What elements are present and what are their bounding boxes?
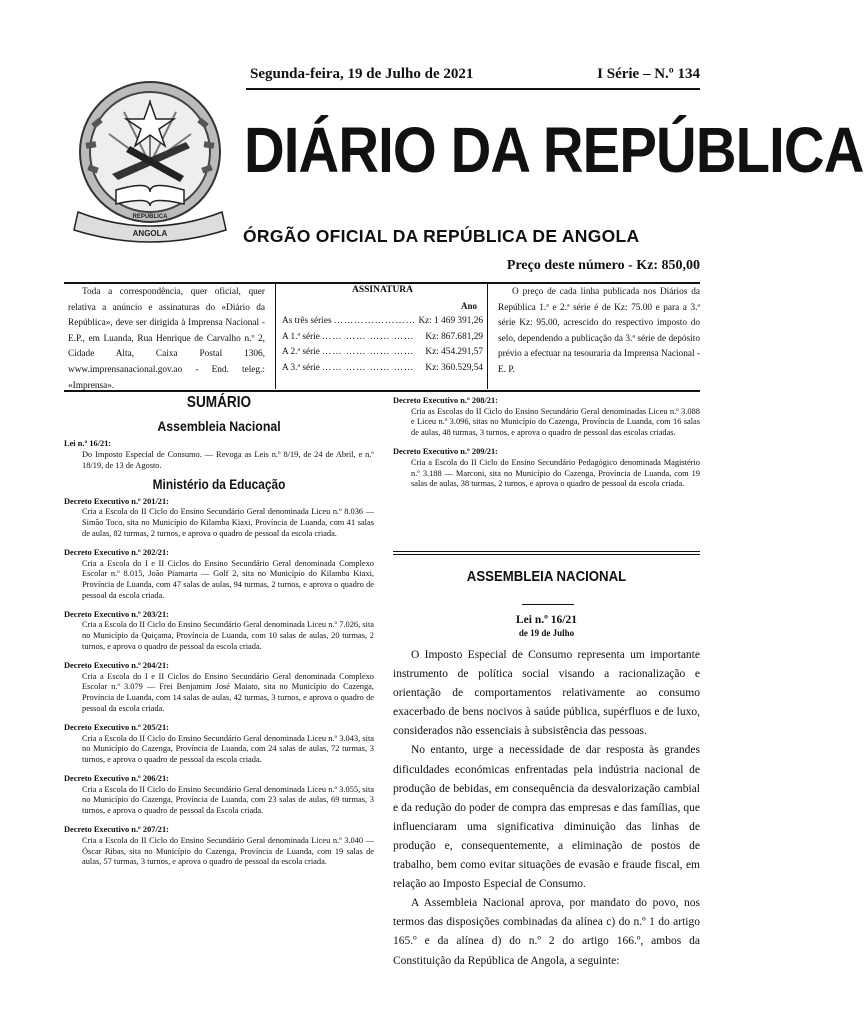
summary-entry	[64, 497, 374, 540]
body-paragraph: No entanto, urge a necessidade de dar resposta às grandes dificuldades económicas enfrentadas pela indústria nacional de produção de bebidas, em consequência da desvalorização cambial e da redução do poder de compra das empresas e das famílias, que influenciaram uma significativa diminuição das linhas de produção e, consequentemente, a eliminação de postos de trabalho, bem como evitar situações de evasão e fraude fiscal, em relação ao Imposto Especial de Consumo.	[393, 744, 700, 891]
infobox-bottom-rule	[64, 390, 700, 392]
issue-price: Preço deste número - Kz: 850,00	[506, 258, 700, 273]
row-leader: …… …… …… ……	[321, 347, 415, 358]
entry-desc: Cria a Escola do I e II Ciclos do Ensino Secundário Geral denominada Complexo Escolar n.º 8.015, João Piamarta — Golf 2, sita no Município do Kilamba Kiaxi, Província de Luanda, com 47 salas de aulas, 94 turmas, 2 turnos, e aprova o quadro de pessoal da escola criada.	[82, 558, 374, 600]
masthead-title: DIÁRIO DA REPÚBLICA	[244, 114, 864, 186]
summary-title: SUMÁRIO	[186, 394, 252, 411]
subscription-title: ASSINATURA	[351, 285, 414, 295]
correspondence-text: Toda a correspondência, quer oficial, quer relativa a anúncio e assinaturas do «Diário da República», deve ser dirigida à Imprensa Nacional - E.P., em Luanda, Rua Henrique de Carvalho n.º 2, Cidade Alta, Caixa Postal 1306, www.imprensanacional.gov.ao - End. teleg.: «Imprensa».	[68, 287, 265, 391]
entry-desc: Cria as Escolas do II Ciclo do Ensino Secundário Geral denominadas Liceu n.º 3.088 e Liceu n.º 3.096, sitas no Município do Cazenga, Província de Luanda, com 16 salas de aulas, 48 turmas, 3 turnos, e aprova o quadro de pessoal das escolas criadas.	[411, 406, 700, 438]
law-separator	[522, 604, 574, 605]
row-label: As três séries	[282, 316, 332, 327]
row-value: Kz: 867.681,29	[425, 331, 483, 342]
entry-title: Decreto Executivo n.º 207/21:	[64, 825, 169, 835]
entry-title: Decreto Executivo n.º 205/21:	[64, 722, 169, 732]
row-value: Kz: 454.291,57	[425, 347, 483, 358]
entry-title: Lei n.º 16/21:	[64, 439, 112, 449]
entry-desc: Cria a Escola do II Ciclo do Ensino Secundário Geral denominada Liceu n.º 7.026, sita no Município da Quiçama, Província de Luanda, com 10 salas de aulas, 20 turmas, 2 turnos, e aprova o quadro de pessoal da escola criada.	[82, 620, 374, 651]
issue-series: I Série – N.º 134	[597, 66, 700, 82]
row-label: A 3.ª série	[282, 362, 320, 373]
summary-entry	[64, 825, 374, 868]
summary-entry	[64, 723, 374, 766]
entry-desc: Cria a Escola do II Ciclo do Ensino Secundário Pedagógico denominada Magistério n.º 3.188 — Marconi, sita no Município do Cazenga, Província de Luanda, com 19 salas de aulas, 38 turmas, 2 turnos, e aprova o quadro de pessoal da escola criada.	[411, 457, 700, 489]
summary-entry	[64, 548, 374, 602]
summary-section-heading: Assembleia Nacional	[157, 417, 281, 434]
masthead-subtitle: ÓRGÃO OFICIAL DA REPÚBLICA DE ANGOLA	[243, 226, 640, 246]
summary-entry	[64, 661, 374, 715]
entry-title: Decreto Executivo n.º 208/21:	[393, 396, 498, 405]
row-value: Kz: 1 469 391,26	[418, 316, 483, 327]
row-label: A 2.ª série	[282, 347, 320, 358]
info-box	[64, 283, 700, 389]
entry-desc: Cria a Escola do II Ciclo do Ensino Secundário Geral denominada Liceu n.º 3.043, sita no Município do Cazenga, Província de Luanda, com 24 salas de aulas, 72 turmas, 3 turnos, e aprova o quadro de pessoal da escola criada.	[82, 733, 374, 764]
section-heading: ASSEMBLEIA NACIONAL	[466, 568, 627, 585]
summary-section-heading: Ministério da Educação	[152, 476, 286, 492]
entry-desc: Cria a Escola do II Ciclo do Ensino Secundário Geral denominada Liceu n.º 3.055, sita no Município do Cazenga, Província de Luanda, com 23 salas de aulas, 69 turmas, 3 turnos, e aprova o quadro de pessoal da Escola criada.	[82, 784, 374, 816]
entry-desc: Cria a Escola do II Ciclo do Ensino Secundário Geral denominada Liceu n.º 8.036 — Simão Toco, sita no Município do Kilamba Kiaxi, Província de Luanda, com 41 salas de aulas, 82 turmas, 2 turnos, e aprova o quadro de pessoal da escola criada.	[82, 507, 374, 538]
issue-date: Segunda-feira, 19 de Julho de 2021	[250, 66, 474, 82]
summary-entry	[64, 774, 374, 817]
row-value: Kz: 360.529,54	[425, 362, 483, 373]
law-body	[393, 646, 700, 971]
correspondence-note	[64, 283, 276, 389]
summary-entry	[64, 439, 374, 471]
subscription-row	[282, 345, 483, 361]
subscription-row	[282, 314, 483, 330]
row-leader: …… …… …… ……	[321, 362, 415, 373]
emblem-ribbon-bottom: ANGOLA	[132, 229, 168, 238]
body-paragraph: A Assembleia Nacional aprova, por mandato do povo, nos termos das disposições combinadas da alínea c) do n.º 1 do artigo 165.º e da alínea d) do n.º 2 do artigo 166.º, ambos da Constituição da República de Angola, a seguinte:	[393, 897, 700, 967]
price-info-note	[488, 283, 700, 389]
body-paragraph: O Imposto Especial de Consumo representa um importante instrumento de política social visando a racionalização e orientação de comportamentos relativamente ao consumo exacerbado de bens nocivos à saúde pública, supérfluos e de luxo, considerados não essenciais à subsistência das pessoas.	[393, 649, 700, 738]
law-title: Lei n.º 16/21	[516, 614, 577, 626]
entry-desc: Cria a Escola do I e II Ciclos do Ensino Secundário Geral denominada Complexo Escolar n.º 3.079 — Frei Benjamim José Maiato, sita no Município do Cazenga, Província de Luanda, com 14 salas de aulas, 42 turmas, 3 turnos, e aprova o quadro de pessoal da escola criada.	[82, 671, 374, 713]
row-leader: ……………………	[333, 316, 416, 327]
entry-desc: Do Imposto Especial de Consumo. — Revoga as Leis n.º 8/19, de 24 de Abril, e n.º 18/19, de 13 de Agosto.	[82, 450, 374, 470]
entry-title: Decreto Executivo n.º 209/21:	[393, 447, 498, 457]
subscription-row	[282, 361, 483, 377]
subscription-table	[276, 283, 488, 389]
entry-title: Decreto Executivo n.º 204/21:	[64, 660, 169, 670]
row-leader: …… …… …… ……	[321, 331, 415, 342]
emblem-ribbon-top: REPÚBLICA	[132, 214, 168, 220]
entry-title: Decreto Executivo n.º 202/21:	[64, 547, 169, 557]
entry-title: Decreto Executivo n.º 201/21:	[64, 496, 169, 506]
entry-desc: Cria a Escola do II Ciclo do Ensino Secundário Geral denominada Liceu n.º 3.040 — Óscar Ribas, sita no Município do Cazenga, Província de Luanda, com 19 salas de aulas, 57 turmas, 3 turnos, e aprova o quadro de pessoal da escola criada.	[82, 835, 374, 867]
header-rule	[246, 88, 700, 90]
row-label: A 1.ª série	[282, 331, 320, 342]
summary-entry	[393, 396, 700, 439]
entry-title: Decreto Executivo n.º 203/21:	[64, 609, 169, 619]
summary-entry	[64, 610, 374, 653]
section-rule	[393, 551, 700, 552]
section-rule	[393, 554, 700, 555]
summary-continued	[393, 396, 700, 498]
subscription-row	[282, 330, 483, 346]
summary-entry	[393, 447, 700, 490]
angola-coat-of-arms-icon	[64, 72, 236, 244]
subscription-col-header: Ano	[460, 300, 477, 311]
entry-title: Decreto Executivo n.º 206/21:	[64, 774, 169, 784]
price-info-text: O preço de cada linha publicada nos Diários da República 1.ª e 2.ª série é de Kz: 75.00 e para a 3.ª série Kz: 95.00, acrescido do respectivo imposto do selo, dependendo a publicação da 3.ª série de depósito prévio a efectuar na tesouraria da Imprensa Nacional - E. P.	[498, 287, 700, 375]
law-date: de 19 de Julho	[518, 628, 575, 638]
summary-column	[64, 394, 374, 876]
